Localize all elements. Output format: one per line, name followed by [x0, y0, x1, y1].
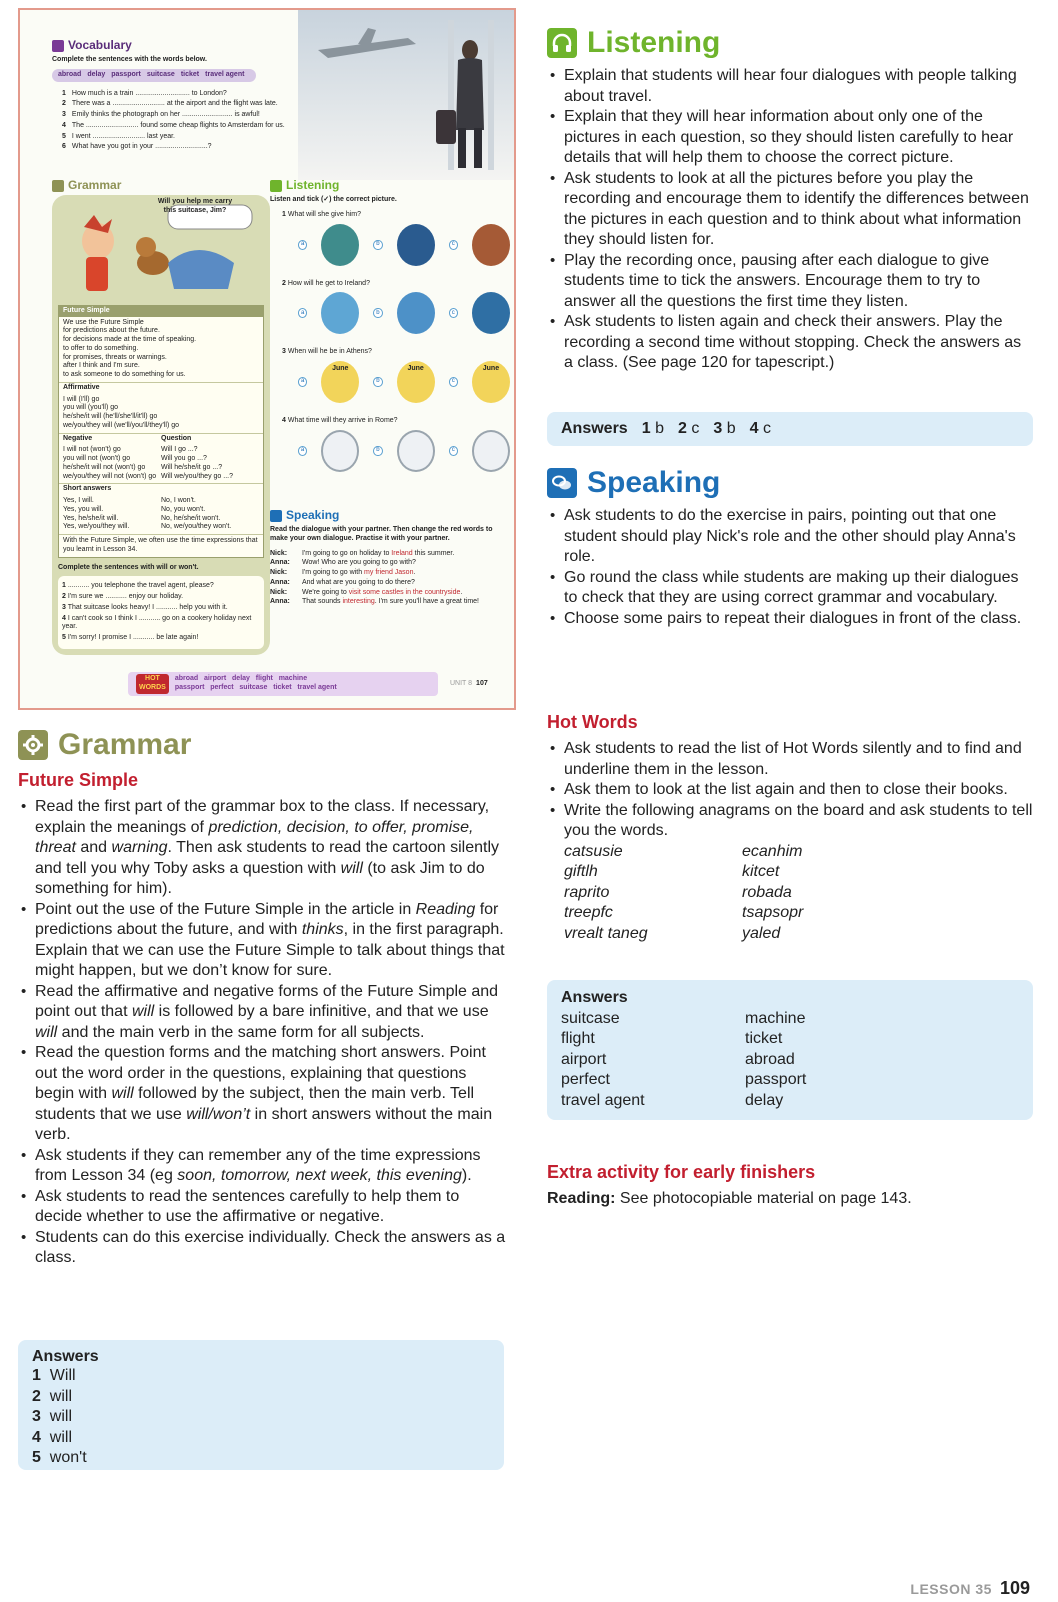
dialogue-line: Anna: And what are you going to do there?	[270, 578, 415, 586]
thumb-listening-heading: Listening	[270, 178, 510, 193]
clock-icon	[472, 430, 510, 472]
speech-icon	[270, 510, 282, 522]
thumb-listening-q1: 1 What will she give him?	[282, 210, 361, 218]
thumb-speaking	[270, 508, 502, 608]
list-item: 2 I'm sure we ........... enjoy our holiday.	[62, 593, 184, 600]
thumb-grammar-heading: Grammar	[52, 178, 270, 193]
thumb-vocabulary	[52, 38, 312, 154]
page-number: 109	[999, 1578, 1030, 1598]
airport-photo	[298, 10, 516, 180]
list-item: • Read the first part of the grammar box to the class. If necessary, explain the meanings of prediction, decision, to offer, promise, threat and warning. Then ask students to read the cartoon silently and tell you why Toby asks a question with will (to ask Jim to do something for him).	[18, 797, 508, 900]
list-item: • Choose some pairs to repeat their dialogues in front of the class.	[547, 609, 1033, 630]
list-item: 4 The ........................... found some cheap flights to Amsterdam for us.	[62, 121, 285, 129]
thumb-speaking-heading: Speaking	[270, 508, 502, 523]
list-item: • Ask students if they can remember any of the time expressions from Lesson 34 (eg soon, tomorrow, next week, this evening).	[18, 1146, 508, 1187]
picture	[397, 224, 435, 266]
answer-item: 1 b	[641, 420, 664, 437]
headphones-icon	[547, 28, 577, 58]
picture-row-3: a June b June c June	[298, 361, 510, 403]
speaking-bullets	[547, 506, 1033, 629]
hotwords-section	[547, 712, 1033, 944]
listening-heading	[547, 26, 1033, 60]
picture	[472, 224, 510, 266]
dialogue-line: Nick: We're going to visit some castles in the countryside.	[270, 588, 463, 596]
list-item: 2 will	[32, 1387, 73, 1405]
list-item: • Read the affirmative and negative forms of the Future Simple and point out that will is followed by a bare infinitive, and that we use will and the main verb in the same form for all subjects.	[18, 982, 508, 1044]
list-item: 5 won't	[32, 1449, 87, 1466]
listening-answers-box	[547, 412, 1033, 446]
list-item: 4 will	[32, 1428, 73, 1446]
list-item: 5 I'm sorry! I promise I ........... be late again!	[62, 634, 199, 641]
vocabulary-icon	[52, 40, 64, 52]
list-item: • Ask students to look at all the pictures before you play the recording and encourage them to identify the differences between the pictures in each question and to think about what information they should listen for.	[547, 169, 1033, 251]
cartoon-illustration	[58, 201, 258, 301]
calendar-picture: June	[397, 361, 435, 403]
list-item: • Write the following anagrams on the board and ask students to tell you the words.	[547, 801, 1033, 842]
list-item: 1 ........... you telephone the travel agent, please?	[62, 582, 214, 590]
list-item: • Ask students to listen again and check their answers. Play the recording a second time without stopping. Check the answers as a class. (See page 120 for tapescript.)	[547, 312, 1033, 374]
calendar-picture: June	[472, 361, 510, 403]
thumb-listening-q2: 2 How will he get to Ireland?	[282, 279, 370, 287]
thumb-listening-q4: 4 What time will they arrive in Rome?	[282, 417, 398, 424]
thumb-listening-instruction: Listen and tick (✓) the correct picture.	[270, 196, 397, 203]
thumb-speaking-instruction: Read the dialogue with your partner. Then change the red words to make your own dialogue. Practise it with your partner.	[270, 526, 493, 542]
dialogue-line: Nick: I'm going to go on holiday to Ireland this summer.	[270, 549, 455, 557]
grammar-answers-box	[18, 1340, 504, 1470]
grammar-table: Future Simple We use the Future Simple for predictions about the future. for decisions made at the time of speaking. to offer to do something. for promises, threats or warnings. after I think and I'm sure. to ask someone to do something for us. Affirmative I will (I'll) go you will (you'll) go he/she/it will (he'll/she'll/it'll) go we/you/they will (we'll/you'll/they'll) go Negative Question I will not (won't) go you will not (won't) go he/she/it will not (won't) go we/you/they will not (won't) go Will I go ...? Will you go ...? Will he/she/it go ...? Will we/you/they go ...? Short answers Yes, I will. Yes, you will. Yes, he/she/it will. Yes, we/you/they will. No, I won't. No, you won't. No, he/she/it won't. No, we/you/they won't. With the Future Simple, we often use the time expressions that you learnt in Lesson 34.	[58, 305, 264, 558]
dialogue-line: Anna: Wow! Who are you going to go with?	[270, 559, 416, 567]
answer-item: 4 c	[749, 420, 771, 437]
grammar-bullets	[18, 797, 508, 1269]
thumb-vocab-instruction: Complete the sentences with the words below.	[52, 56, 207, 63]
grammar-subtitle: Future Simple	[18, 770, 139, 790]
speaking-title: Speaking	[587, 466, 721, 499]
list-item: 3 will	[32, 1408, 73, 1425]
answer-item: 2 c	[677, 420, 700, 437]
list-item: • Ask them to look at the list again and then to close their books.	[547, 780, 1033, 801]
extra-activity-title: Extra activity for early finishers	[547, 1162, 816, 1182]
anagram-list: catsusie ecanhim giftlh kitcet raprito robada treepfc tsapsopr vrealt taneg yaled	[564, 842, 804, 942]
headphones-icon	[270, 180, 282, 192]
hotwords-badge: HOT WORDS	[136, 674, 169, 694]
hotwords-title: Hot Words	[547, 712, 638, 732]
answers-title: Answers	[32, 1348, 99, 1365]
thumb-listening	[270, 178, 510, 472]
list-item: • Ask students to read the sentences carefully to help them to decide whether to use the affirmative or negative.	[18, 1187, 508, 1228]
picture	[321, 292, 359, 334]
list-item: 3 That suitcase looks heavy! I ........... help you with it.	[62, 603, 228, 611]
list-item: • Explain that students will hear four dialogues with people talking about travel.	[547, 66, 1033, 107]
list-item: • Ask students to do the exercise in pairs, pointing out that one student should play Nick's role and the other should play Anna's role.	[547, 506, 1033, 568]
list-item: • Play the recording once, pausing after each dialogue to give students time to tick the answers. Encourage them to try to answer all the questions the first time they listen.	[547, 251, 1033, 313]
list-item: 4 I can't cook so I think I ........... go on a cookery holiday next year.	[62, 614, 252, 631]
hotwords-answers-list: suitcase machine flight ticket airport abroad perfect passport travel agent delay	[561, 1009, 807, 1109]
grammar-section	[18, 728, 508, 1269]
listening-section	[547, 26, 1033, 374]
gear-icon	[52, 180, 64, 192]
speech-bubble: Will you help me carry this suitcase, Jim?	[157, 198, 233, 214]
extra-activity-text: Reading: See photocopiable material on page 143.	[547, 1190, 912, 1207]
thumb-vocab-list	[52, 90, 312, 153]
answer-item: 3 b	[713, 420, 736, 437]
dialogue-line: Nick: I'm going to go with my friend Jason.	[270, 569, 416, 576]
picture	[321, 224, 359, 266]
hotwords-answers-box	[547, 980, 1033, 1120]
answers-title: Answers	[561, 420, 628, 437]
page-footer	[910, 1578, 1030, 1599]
list-item: 2 There was a ........................... at the airport and the flight was late.	[62, 100, 278, 108]
list-item: 5 I went ........................... last year.	[62, 132, 175, 140]
list-item: 3 Emily thinks the photograph on her .......................... is awful!	[62, 111, 260, 118]
list-item: 6 What have you got in your ...........................?	[62, 143, 212, 151]
list-item: 1 How much is a train ............................ to London?	[62, 89, 227, 97]
list-item: • Read the question forms and the matching short answers. Point out the word order in the questions, explaining that questions begin with will followed by the subject, then the main verb. Tell students that we use will/won’t in short answers without the main verb.	[18, 1043, 508, 1146]
speaking-heading	[547, 466, 1033, 500]
list-item: 1 Will	[32, 1367, 76, 1384]
list-item: • Point out the use of the Future Simple in the article in Reading for predictions about the future, and with thinks, in the first paragraph. Explain that we can use the Future Simple to talk about things that might happen, but we don’t know for sure.	[18, 900, 508, 982]
picture-row-2: a b c	[298, 292, 510, 334]
speaking-section	[547, 466, 1033, 629]
list-item: • Ask students to read the list of Hot Words silently and to find and underline them in the lesson.	[547, 739, 1033, 780]
thumb-grammar	[52, 178, 270, 655]
thumb-hotwords-bar: HOT WORDS abroad airport delay flight machine passport perfect suitcase ticket travel agent	[128, 672, 438, 696]
thumb-grammar-panel	[52, 195, 270, 655]
clock-icon	[321, 430, 359, 472]
grammar-heading	[18, 728, 508, 762]
gear-icon	[18, 730, 48, 760]
thumb-listening-q3: 3 When will he be in Athens?	[282, 348, 372, 356]
list-item: • Students can do this exercise individually. Check the answers as a class.	[18, 1228, 508, 1269]
grammar-title: Grammar	[58, 728, 192, 761]
thumb-vocab-wordbox: abroad delay passport suitcase ticket travel agent	[52, 69, 256, 82]
listening-bullets	[547, 66, 1033, 374]
answers-title: Answers	[561, 989, 628, 1006]
lesson-label: LESSON 35	[910, 1581, 992, 1597]
thumb-grammar-exercise: Complete the sentences with will or won't.	[58, 563, 199, 571]
calendar-picture: June	[321, 361, 359, 403]
thumb-page-number: UNIT 8 107	[450, 680, 488, 687]
list-item: • Go round the class while students are making up their dialogues to check that they are using correct grammar and vocabulary.	[547, 568, 1033, 609]
speech-icon	[547, 468, 577, 498]
dialogue-line: Anna: That sounds interesting. I'm sure you'll have a great time!	[270, 598, 479, 606]
hotwords-bullets	[547, 739, 1033, 842]
clock-icon	[397, 430, 435, 472]
listening-title: Listening	[587, 26, 721, 59]
student-page-thumbnail	[18, 8, 516, 710]
extra-activity	[547, 1162, 1033, 1210]
picture	[472, 292, 510, 334]
thumb-vocab-heading: Vocabulary	[52, 38, 312, 53]
thumb-grammar-exercise-list	[58, 576, 264, 649]
list-item: • Explain that they will hear information about only one of the pictures in each question, so they should listen carefully to hear details that will help them to choose the correct picture.	[547, 107, 1033, 169]
picture	[397, 292, 435, 334]
picture-row-1: a b c	[298, 224, 510, 266]
picture-row-4: a b c	[298, 430, 510, 472]
